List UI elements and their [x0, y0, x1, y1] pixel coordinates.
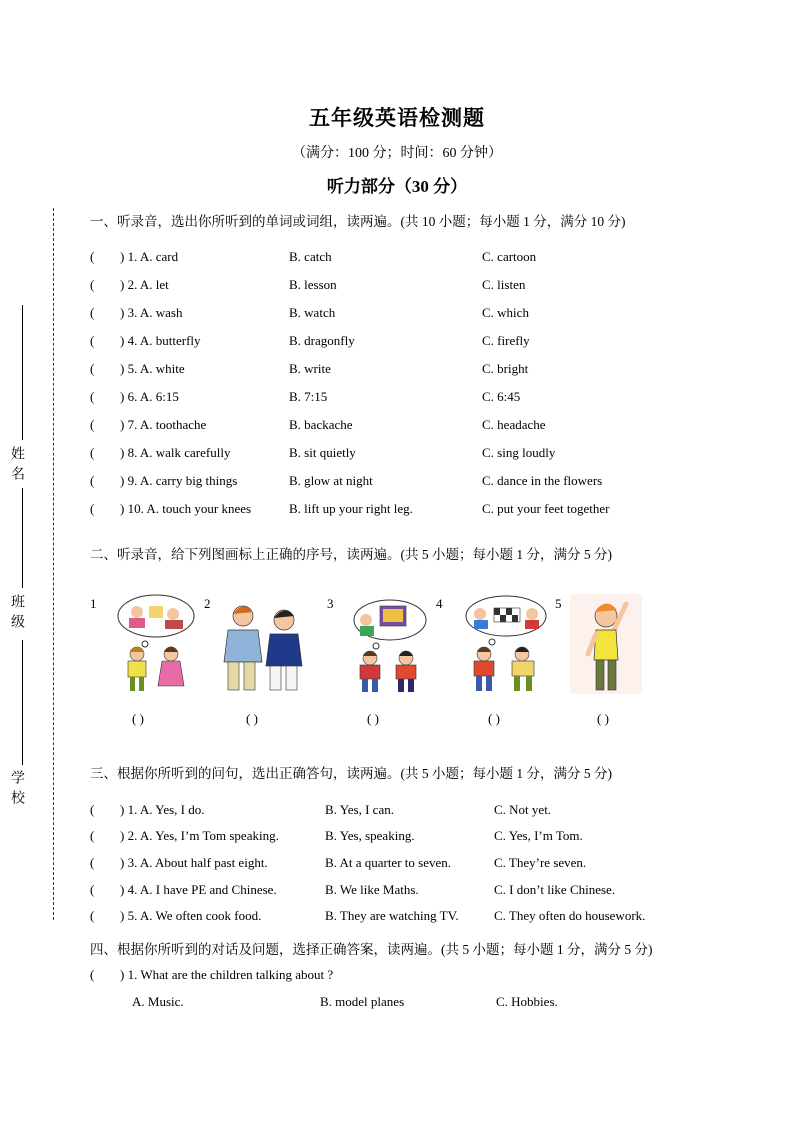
section1-heading: 一、听录音，选出你所听到的单词或词组，读两遍。(共 10 小题；每小题 1 分，满分 10 分) — [90, 214, 626, 229]
answer-blank[interactable]: ( — [90, 967, 95, 982]
question-row — [90, 473, 690, 491]
option-b: B. watch — [289, 305, 336, 320]
picture-5-boy-waving — [570, 594, 642, 694]
binding-line — [53, 208, 54, 920]
question-row — [90, 333, 690, 351]
question-row — [90, 882, 690, 900]
school-field[interactable] — [22, 640, 23, 765]
option-b: B. Yes, speaking. — [325, 828, 415, 843]
section2-heading: 二、听录音，给下列图画标上正确的序号，读两遍。(共 5 小题；每小题 1 分，满分 5 分) — [90, 547, 612, 562]
picture-number: 5 — [555, 596, 562, 611]
question-text: ) 1. What are the children talking about ? — [120, 967, 334, 982]
option-c: C. bright — [482, 361, 529, 376]
option-a: ) 1. A. card — [120, 249, 179, 264]
answer-blank[interactable]: ( — [90, 277, 95, 292]
option-c: C. listen — [482, 277, 526, 292]
answer-blank[interactable]: ( — [90, 828, 95, 843]
option-b: B. write — [289, 361, 331, 376]
question-row — [90, 802, 690, 820]
option-b: B. lesson — [289, 277, 337, 292]
section3-heading: 三、根据你所听到的问句，选出正确答句，读两遍。(共 5 小题；每小题 1 分，满分 5 分) — [90, 766, 612, 781]
picture-answer-blank[interactable]: ( ) — [246, 711, 258, 726]
answer-blank[interactable]: ( — [90, 882, 95, 897]
option-c: C. Yes, I’m Tom. — [494, 828, 583, 843]
option-a: A. Music. — [132, 994, 184, 1009]
option-b: B. backache — [289, 417, 353, 432]
option-b: B. At a quarter to seven. — [325, 855, 451, 870]
answer-blank[interactable]: ( — [90, 305, 95, 320]
answer-blank[interactable]: ( — [90, 333, 95, 348]
options-row — [90, 994, 690, 1012]
picture-number: 1 — [90, 596, 97, 611]
option-a: ) 3. A. About half past eight. — [120, 855, 268, 870]
option-a: ) 5. A. white — [120, 361, 185, 376]
option-c: C. headache — [482, 417, 546, 432]
question-row — [90, 908, 690, 926]
school-label: 学校 — [9, 770, 24, 810]
picture-answer-blank[interactable]: ( ) — [367, 711, 379, 726]
class-label: 班级 — [9, 594, 24, 634]
question-row — [90, 501, 690, 519]
picture-2-boys-talking — [218, 600, 308, 692]
option-a: ) 4. A. I have PE and Chinese. — [120, 882, 277, 897]
option-c: C. sing loudly — [482, 445, 556, 460]
answer-blank[interactable]: ( — [90, 855, 95, 870]
question-row — [90, 249, 690, 267]
option-b: B. Yes, I can. — [325, 802, 394, 817]
option-a: ) 9. A. carry big things — [120, 473, 238, 488]
option-b: B. We like Maths. — [325, 882, 419, 897]
option-b: B. glow at night — [289, 473, 373, 488]
answer-blank[interactable]: ( — [90, 501, 95, 516]
option-a: ) 1. A. Yes, I do. — [120, 802, 205, 817]
question-row — [90, 305, 690, 323]
answer-blank[interactable]: ( — [90, 908, 95, 923]
answer-blank[interactable]: ( — [90, 389, 95, 404]
picture-number: 2 — [204, 596, 211, 611]
answer-blank[interactable]: ( — [90, 802, 95, 817]
picture-answer-blank[interactable]: ( ) — [488, 711, 500, 726]
option-c: C. firefly — [482, 333, 530, 348]
picture-answer-blank[interactable]: ( ) — [132, 711, 144, 726]
option-a: ) 5. A. We often cook food. — [120, 908, 262, 923]
option-a: ) 2. A. let — [120, 277, 169, 292]
page-title: 五年级英语检测题 — [309, 106, 485, 130]
option-a: ) 6. A. 6:15 — [120, 389, 179, 404]
picture-1-girls-thinking — [115, 594, 197, 694]
question-row — [90, 855, 690, 873]
question-row — [90, 277, 690, 295]
exam-info: （满分：100 分；时间：60 分钟） — [292, 146, 502, 161]
option-c: C. They’re seven. — [494, 855, 587, 870]
option-c: C. 6:45 — [482, 389, 521, 404]
picture-answer-blank[interactable]: ( ) — [597, 711, 609, 726]
option-b: B. lift up your right leg. — [289, 501, 413, 516]
option-b: B. model planes — [320, 994, 405, 1009]
picture-number: 4 — [436, 596, 443, 611]
question-row — [90, 389, 690, 407]
option-a: ) 8. A. walk carefully — [120, 445, 231, 460]
option-a: ) 7. A. toothache — [120, 417, 207, 432]
option-c: C. put your feet together — [482, 501, 610, 516]
option-a: ) 2. A. Yes, I’m Tom speaking. — [120, 828, 279, 843]
option-a: ) 3. A. wash — [120, 305, 183, 320]
question-row — [90, 967, 690, 985]
option-c: C. They often do housework. — [494, 908, 646, 923]
answer-blank[interactable]: ( — [90, 445, 95, 460]
option-c: C. dance in the flowers — [482, 473, 603, 488]
section4-heading: 四、根据你所听到的对话及问题，选择正确答案，读两遍。(共 5 小题；每小题 1 分，满分 5 分) — [90, 942, 653, 957]
option-b: B. dragonfly — [289, 333, 355, 348]
answer-blank[interactable]: ( — [90, 417, 95, 432]
option-c: C. I don’t like Chinese. — [494, 882, 616, 897]
answer-blank[interactable]: ( — [90, 361, 95, 376]
question-row — [90, 361, 690, 379]
picture-3-computer — [348, 598, 430, 694]
picture-number: 3 — [327, 596, 334, 611]
option-b: B. 7:15 — [289, 389, 328, 404]
answer-blank[interactable]: ( — [90, 473, 95, 488]
option-b: B. sit quietly — [289, 445, 356, 460]
option-c: C. cartoon — [482, 249, 537, 264]
name-field[interactable] — [22, 305, 23, 440]
part-title: 听力部分（30 分） — [326, 177, 468, 196]
option-b: B. catch — [289, 249, 332, 264]
option-a: ) 4. A. butterfly — [120, 333, 201, 348]
question-row — [90, 417, 690, 435]
option-c: C. which — [482, 305, 529, 320]
class-field[interactable] — [22, 488, 23, 588]
answer-blank[interactable]: ( — [90, 249, 95, 264]
picture-4-chess — [462, 594, 550, 694]
question-row — [90, 828, 690, 846]
question-row — [90, 445, 690, 463]
option-a: ) 10. A. touch your knees — [120, 501, 252, 516]
option-b: B. They are watching TV. — [325, 908, 459, 923]
option-c: C. Not yet. — [494, 802, 552, 817]
name-label: 姓名 — [9, 446, 24, 486]
option-c: C. Hobbies. — [496, 994, 558, 1009]
